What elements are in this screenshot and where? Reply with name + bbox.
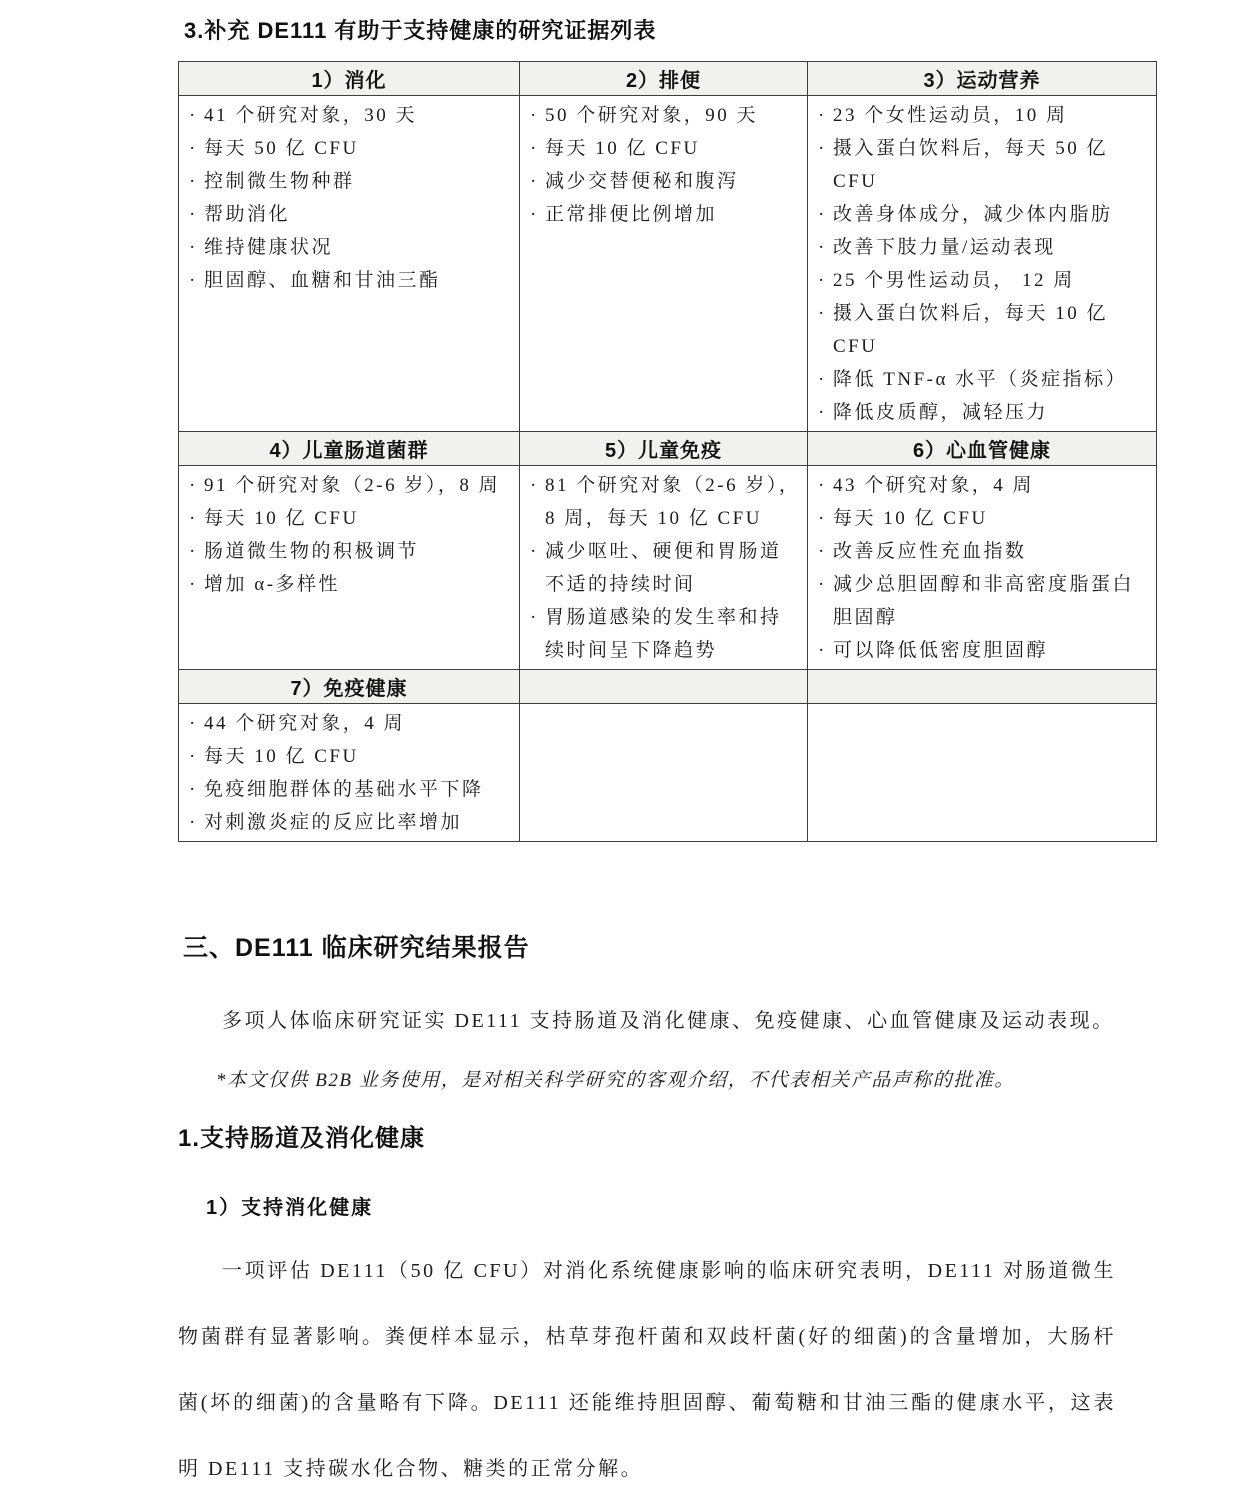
table-cell [520,96,808,432]
subsection-heading: 1.支持肠道及消化健康 [178,1125,426,1152]
bullet-list [187,469,513,601]
bullet-list [816,99,1150,429]
table-cell [520,466,808,670]
bullet-item: · 帮助消化 [187,198,513,231]
bullet-item: · 胃肠道感染的发生率和持续时间呈下降趋势 [528,601,801,667]
section-heading: 三、DE111 临床研究结果报告 [183,934,530,962]
intro-paragraph: 多项人体临床研究证实 DE111 支持肠道及消化健康、免疫健康、心血管健康及运动表现。 [222,1010,1115,1032]
evidence-table [178,61,1157,842]
doc-title: 3.补充 DE111 有助于支持健康的研究证据列表 [184,18,657,43]
table-header-row [179,432,1157,466]
bullet-item: · 改善身体成分，减少体内脂肪 [816,198,1150,231]
bullet-item: · 每天 10 亿 CFU [187,740,513,773]
table-row [179,466,1157,670]
bullet-list [528,99,801,231]
table-cell [808,466,1157,670]
bullet-list [187,99,513,297]
table-cell [179,704,520,842]
table-header-cell: 2）排便 [520,62,808,96]
table-header-cell: 3）运动营养 [808,62,1157,96]
disclaimer-note: *本文仅供 B2B 业务使用，是对相关科学研究的客观介绍，不代表相关产品声称的批准。 [216,1070,1015,1091]
bullet-item: · 控制微生物种群 [187,165,513,198]
bullet-item: · 每天 10 亿 CFU [528,132,801,165]
bullet-item: · 正常排便比例增加 [528,198,801,231]
bullet-list [816,469,1150,667]
bullet-item: · 减少交替便秘和腹泻 [528,165,801,198]
bullet-item: · 改善下肢力量/运动表现 [816,231,1150,264]
bullet-item: · 摄入蛋白饮料后，每天 50 亿 CFU [816,132,1150,198]
table-row [179,96,1157,432]
table-cell [808,704,1157,842]
subsubsection-heading: 1）支持消化健康 [206,1197,374,1219]
bullet-item: · 91 个研究对象（2-6 岁），8 周 [187,469,513,502]
table-header-cell: 6）心血管健康 [808,432,1157,466]
bullet-item: · 免疫细胞群体的基础水平下降 [187,773,513,806]
bullet-item: · 减少呕吐、硬便和胃肠道不适的持续时间 [528,535,801,601]
bullet-item: · 对刺激炎症的反应比率增加 [187,806,513,839]
document [178,14,1158,1502]
bullet-item: · 25 个男性运动员， 12 周 [816,264,1150,297]
body-paragraph: 一项评估 DE111（50 亿 CFU）对消化系统健康影响的临床研究表明，DE111 对肠道微生物菌群有显著影响。粪便样本显示，枯草芽孢杆菌和双歧杆菌(好的细菌)的含量增加，大肠杆菌(坏的细菌)的含量略有下降。DE111 还能维持胆固醇、葡萄糖和甘油三酯的健康水平，这表明 DE111 支持碳水化合物、糖类的正常分解。 [178,1260,1116,1480]
table-cell [808,96,1157,432]
bullet-item: · 肠道微生物的积极调节 [187,535,513,568]
bullet-item: · 50 个研究对象，90 天 [528,99,801,132]
bullet-item: · 44 个研究对象，4 周 [187,707,513,740]
table-header-cell: 5）儿童免疫 [520,432,808,466]
table-cell [179,466,520,670]
bullet-item: · 降低皮质醇，减轻压力 [816,396,1150,429]
bullet-item: · 胆固醇、血糖和甘油三酯 [187,264,513,297]
table-cell [179,96,520,432]
table-row [179,704,1157,842]
table-header-cell: 1）消化 [179,62,520,96]
bullet-item: · 23 个女性运动员，10 周 [816,99,1150,132]
table-header-row [179,62,1157,96]
bullet-item: · 可以降低低密度胆固醇 [816,634,1150,667]
bullet-item: · 43 个研究对象，4 周 [816,469,1150,502]
bullet-item: · 维持健康状况 [187,231,513,264]
bullet-item: · 摄入蛋白饮料后，每天 10 亿 CFU [816,297,1150,363]
bullet-item: · 每天 10 亿 CFU [187,502,513,535]
bullet-list [528,469,801,667]
bullet-item: · 减少总胆固醇和非高密度脂蛋白胆固醇 [816,568,1150,634]
table-header-cell: 7）免疫健康 [179,670,520,704]
bullet-item: · 每天 10 亿 CFU [816,502,1150,535]
bullet-item: · 降低 TNF-α 水平（炎症指标） [816,363,1150,396]
table-header-cell: 4）儿童肠道菌群 [179,432,520,466]
table-cell [520,704,808,842]
bullet-item: · 81 个研究对象（2-6 岁），8 周，每天 10 亿 CFU [528,469,801,535]
table-header-cell [808,670,1157,704]
bullet-item: · 每天 50 亿 CFU [187,132,513,165]
table-header-cell [520,670,808,704]
bullet-item: · 41 个研究对象，30 天 [187,99,513,132]
bullet-item: · 改善反应性充血指数 [816,535,1150,568]
table-header-row [179,670,1157,704]
bullet-item: · 增加 α-多样性 [187,568,513,601]
bullet-list [187,707,513,839]
